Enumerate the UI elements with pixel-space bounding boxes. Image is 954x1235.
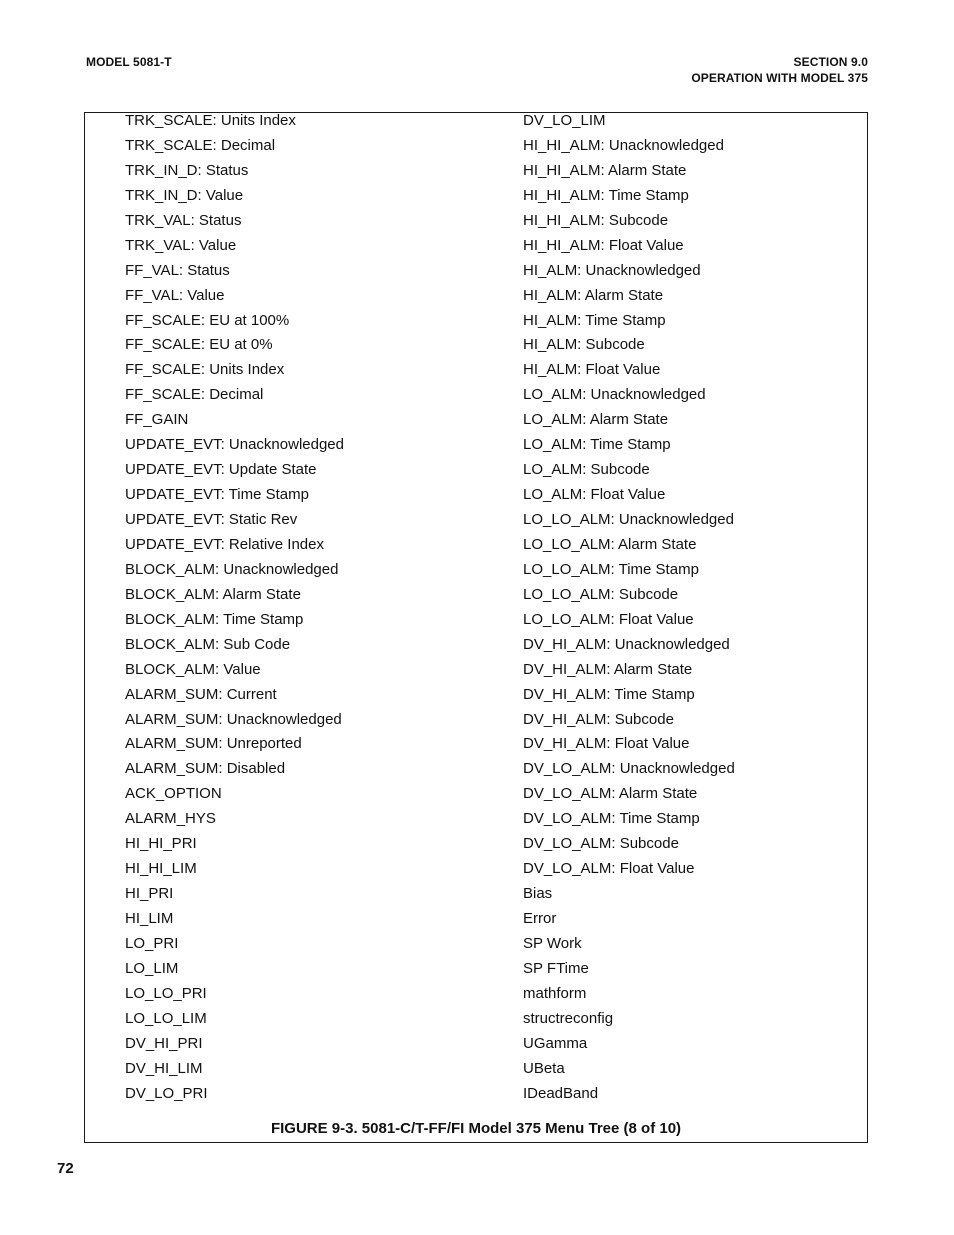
- menu-tree-item: ALARM_SUM: Disabled: [125, 760, 286, 778]
- menu-tree-item: IDeadBand: [523, 1084, 599, 1102]
- menu-tree-figure: [84, 112, 868, 1143]
- menu-tree-item: HI_HI_LIM: [125, 860, 197, 878]
- menu-tree-item: DV_LO_ALM: Subcode: [523, 835, 679, 853]
- menu-tree-item: UPDATE_EVT: Time Stamp: [125, 486, 309, 504]
- menu-tree-item: HI_LIM: [125, 910, 174, 927]
- menu-tree-item: Bias: [523, 885, 553, 903]
- menu-tree-item: LO_ALM: Subcode: [523, 461, 650, 479]
- section-title: OPERATION WITH MODEL 375: [691, 71, 868, 85]
- menu-tree-item: DV_HI_ALM: Float Value: [523, 735, 690, 753]
- menu-tree-item: UPDATE_EVT: Unacknowledged: [125, 436, 344, 454]
- menu-tree-item: BLOCK_ALM: Value: [125, 660, 261, 678]
- section-number: SECTION 9.0: [793, 55, 868, 69]
- menu-tree-item: DV_LO_ALM: Time Stamp: [523, 810, 700, 828]
- menu-tree-item: TRK_IN_D: Value: [125, 186, 244, 204]
- menu-tree-item: FF_SCALE: Decimal: [125, 386, 264, 404]
- menu-tree-item: ACK_OPTION: [125, 785, 222, 803]
- menu-tree-item: DV_HI_ALM: Alarm State: [523, 660, 693, 678]
- menu-tree-item: LO_PRI: [125, 934, 179, 952]
- menu-tree-item: ALARM_SUM: Current: [125, 685, 277, 703]
- menu-tree-item: mathform: [523, 984, 587, 1002]
- menu-tree-item: ALARM_HYS: [125, 810, 216, 828]
- menu-tree-item: DV_LO_ALM: Alarm State: [523, 785, 698, 803]
- menu-tree-item: HI_ALM: Time Stamp: [523, 311, 666, 329]
- menu-tree-item: LO_ALM: Alarm State: [523, 411, 669, 429]
- menu-tree-item: SP Work: [523, 934, 582, 952]
- menu-tree-item: structreconfig: [523, 1009, 614, 1027]
- menu-tree-item: DV_HI_ALM: Subcode: [523, 710, 674, 728]
- menu-tree-item: UPDATE_EVT: Static Rev: [125, 511, 298, 528]
- menu-tree-item: TRK_SCALE: Units Index: [125, 112, 296, 129]
- figure-caption: FIGURE 9-3. 5081-C/T-FF/FI Model 375 Menu Tree (8 of 10): [270, 1120, 682, 1137]
- menu-tree-item: LO_LIM: [125, 959, 179, 977]
- menu-tree-item: TRK_VAL: Status: [125, 211, 242, 229]
- menu-tree-item: DV_HI_LIM: [125, 1059, 203, 1077]
- menu-tree-item: LO_ALM: Time Stamp: [523, 436, 671, 454]
- header-model: [86, 54, 172, 70]
- header-section: [691, 54, 868, 86]
- menu-tree-item: DV_HI_PRI: [125, 1034, 203, 1052]
- menu-tree-item: LO_LO_ALM: Float Value: [523, 610, 694, 628]
- menu-tree-right-column: [523, 113, 735, 1111]
- menu-tree-item: UPDATE_EVT: Update State: [125, 461, 317, 479]
- menu-tree-item: HI_ALM: Subcode: [523, 336, 645, 354]
- menu-tree-item: FF_SCALE: Units Index: [125, 361, 285, 379]
- menu-tree-item: LO_LO_PRI: [125, 984, 207, 1002]
- menu-tree-item: SP FTime: [523, 959, 589, 977]
- menu-tree-item: HI_HI_ALM: Unacknowledged: [523, 136, 724, 154]
- menu-tree-item: TRK_VAL: Value: [125, 236, 237, 254]
- menu-tree-item: FF_GAIN: [125, 411, 189, 429]
- menu-tree-item: TRK_IN_D: Status: [125, 161, 249, 179]
- menu-tree-left-column: [125, 113, 344, 1111]
- menu-tree-item: FF_SCALE: EU at 0%: [125, 336, 273, 354]
- menu-tree-item: HI_ALM: Float Value: [523, 361, 661, 379]
- menu-tree-item: BLOCK_ALM: Alarm State: [125, 585, 301, 603]
- menu-tree-item: BLOCK_ALM: Time Stamp: [125, 610, 304, 628]
- menu-tree-item: BLOCK_ALM: Sub Code: [125, 635, 291, 653]
- menu-tree-item: LO_ALM: Unacknowledged: [523, 386, 706, 404]
- menu-tree-item: LO_LO_ALM: Time Stamp: [523, 560, 699, 578]
- menu-tree-item: HI_HI_ALM: Alarm State: [523, 161, 687, 179]
- menu-tree-item: ALARM_SUM: Unreported: [125, 735, 302, 753]
- page-number: 72: [57, 1160, 74, 1177]
- menu-tree-item: FF_SCALE: EU at 100%: [125, 311, 290, 329]
- menu-tree-item: HI_PRI: [125, 885, 174, 903]
- menu-tree-item: HI_ALM: Unacknowledged: [523, 261, 701, 279]
- menu-tree-item: LO_LO_LIM: [125, 1009, 207, 1027]
- menu-tree-item: TRK_SCALE: Decimal: [125, 136, 276, 154]
- menu-tree-item: ALARM_SUM: Unacknowledged: [125, 710, 342, 728]
- menu-tree-item: HI_HI_ALM: Subcode: [523, 211, 669, 229]
- menu-tree-item: FF_VAL: Value: [125, 286, 225, 304]
- menu-tree-item: BLOCK_ALM: Unacknowledged: [125, 560, 339, 578]
- menu-tree-item: DV_HI_ALM: Time Stamp: [523, 685, 695, 703]
- menu-tree-item: UBeta: [523, 1059, 565, 1077]
- menu-tree-item: LO_ALM: Float Value: [523, 486, 666, 504]
- menu-tree-item: LO_LO_ALM: Alarm State: [523, 535, 697, 553]
- menu-tree-item: DV_LO_LIM: [523, 112, 606, 129]
- menu-tree-item: LO_LO_ALM: Subcode: [523, 585, 679, 603]
- menu-tree-item: HI_HI_ALM: Float Value: [523, 236, 684, 254]
- menu-tree-item: HI_ALM: Alarm State: [523, 286, 664, 304]
- menu-tree-item: LO_LO_ALM: Unacknowledged: [523, 511, 734, 528]
- menu-tree-item: UPDATE_EVT: Relative Index: [125, 535, 324, 553]
- menu-tree-item: UGamma: [523, 1034, 588, 1052]
- menu-tree-item: HI_HI_PRI: [125, 835, 197, 853]
- menu-tree-item: DV_LO_ALM: Float Value: [523, 860, 695, 878]
- menu-tree-item: DV_LO_ALM: Unacknowledged: [523, 760, 735, 778]
- menu-tree-item: FF_VAL: Status: [125, 261, 230, 279]
- menu-tree-item: Error: [523, 910, 557, 927]
- menu-tree-item: HI_HI_ALM: Time Stamp: [523, 186, 689, 204]
- model-label: MODEL 5081-T: [86, 55, 172, 69]
- menu-tree-item: DV_HI_ALM: Unacknowledged: [523, 635, 730, 653]
- menu-tree-item: DV_LO_PRI: [125, 1084, 208, 1102]
